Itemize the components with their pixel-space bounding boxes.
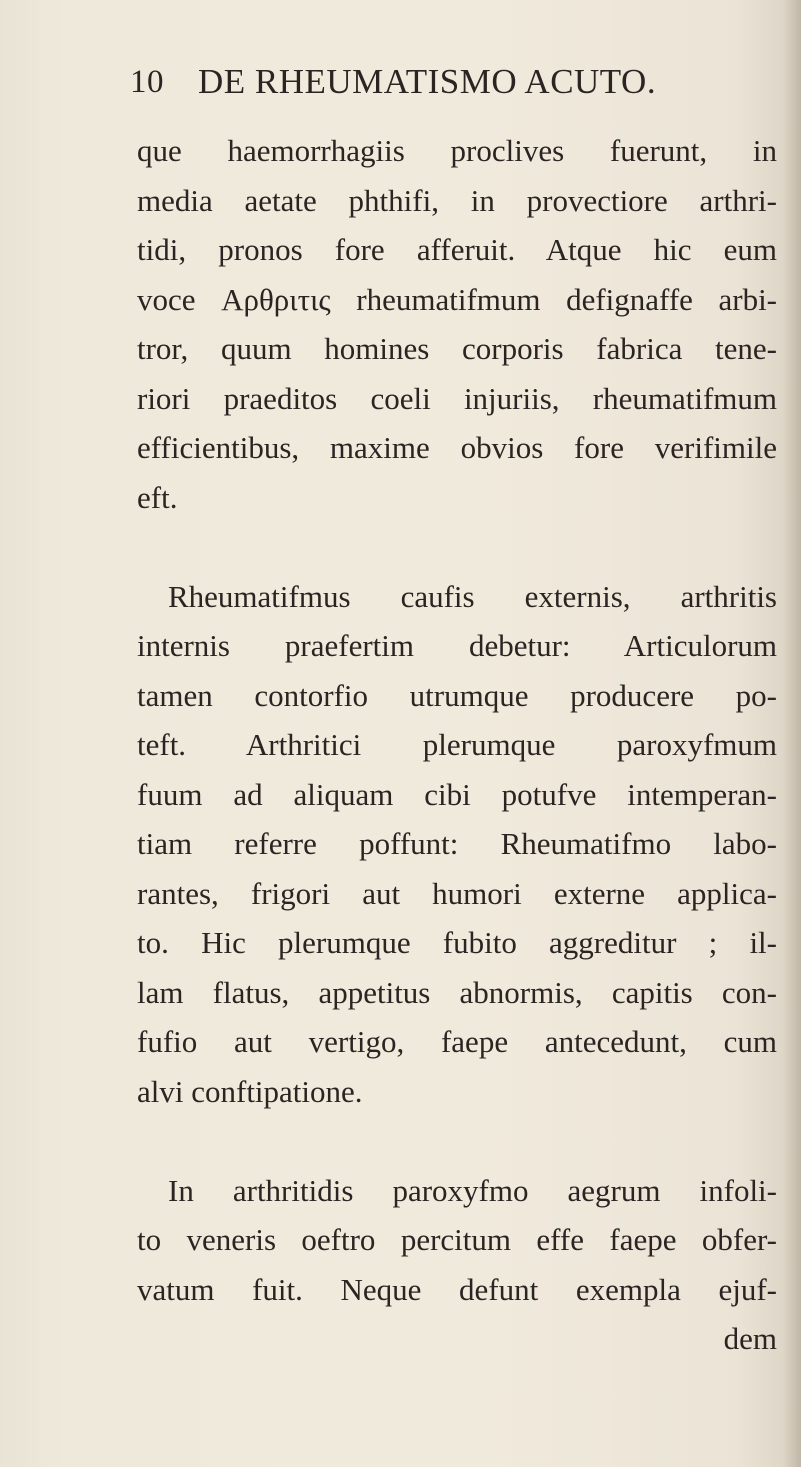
text-line: fufio aut vertigo, faepe antecedunt, cum <box>137 1024 777 1059</box>
text-line: Rheumatifmus caufis externis, arthritis <box>168 578 777 614</box>
text-line: In arthritidis paroxyfmo aegrum infoli- <box>168 1172 777 1208</box>
body-text <box>137 126 777 1364</box>
running-head <box>130 62 770 112</box>
paragraph-gap <box>137 1116 777 1166</box>
text-line: rantes, frigori aut humori externe applica- <box>137 875 777 911</box>
running-title: DE RHEUMATISMO ACUTO. <box>198 62 657 101</box>
text-line: internis praefertim debetur: Articulorum <box>137 628 777 663</box>
text-line: voce Αρθριτις rheumatifmum defignaffe arbi- <box>137 281 777 317</box>
text-line: tamen contorfio utrumque producere po- <box>137 677 777 713</box>
catchword: dem <box>723 1321 777 1356</box>
text-line: to veneris oeftro percitum effe faepe obfer- <box>137 1222 777 1257</box>
text-line: media aetate phthifi, in provectiore arthri- <box>137 182 777 218</box>
text-line: tidi, pronos fore afferuit. Atque hic eum <box>137 232 777 267</box>
text-line: riori praeditos coeli injuriis, rheumatifmum <box>137 380 777 416</box>
page-edge-shadow <box>783 0 801 1467</box>
text-line: vatum fuit. Neque defunt exempla ejuf- <box>137 1271 777 1307</box>
page-number: 10 <box>130 64 164 100</box>
text-line: lam flatus, appetitus abnormis, capitis con- <box>137 974 777 1010</box>
text-line: tiam referre poffunt: Rheumatifmo labo- <box>137 826 777 861</box>
text-line: que haemorrhagiis proclives fuerunt, in <box>137 133 777 168</box>
text-line: teft. Arthritici plerumque paroxyfmum <box>137 727 777 762</box>
text-line: alvi conftipatione. <box>137 1073 363 1109</box>
text-line: fuum ad aliquam cibi potufve intemperan- <box>137 776 777 812</box>
text-line: tror, quum homines corporis fabrica tene- <box>137 331 777 366</box>
text-line: to. Hic plerumque fubito aggreditur ; il- <box>137 925 777 960</box>
paragraph-gap <box>137 522 777 572</box>
text-line: efficientibus, maxime obvios fore verifimile <box>137 430 777 465</box>
text-line: eft. <box>137 479 178 515</box>
